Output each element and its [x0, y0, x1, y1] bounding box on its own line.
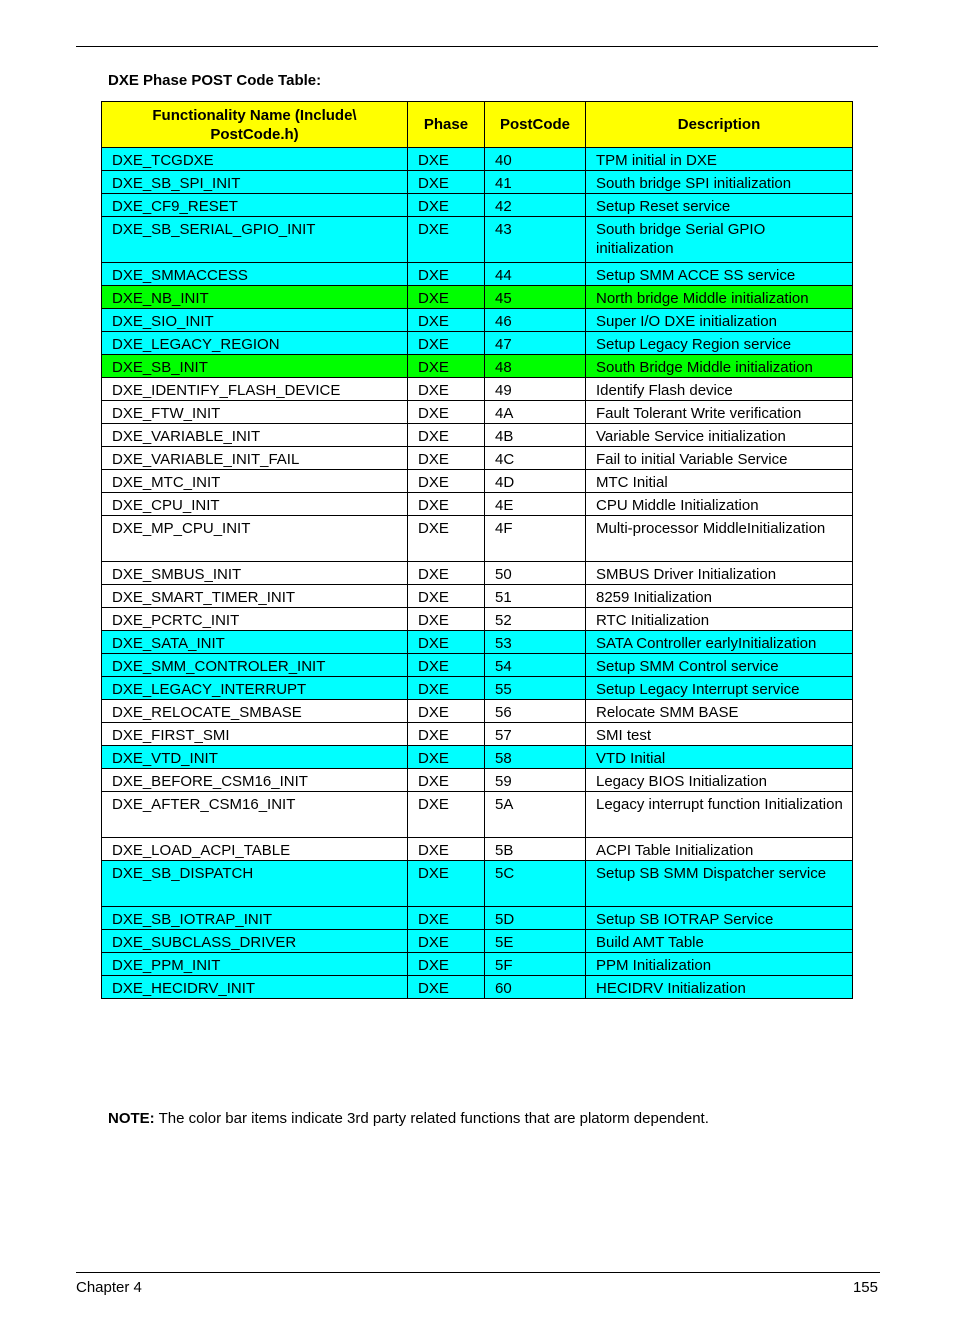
cell-description: Legacy interrupt function Initialization	[586, 792, 853, 838]
cell-description: ACPI Table Initialization	[586, 838, 853, 861]
cell-postcode: 4D	[485, 470, 586, 493]
table-row	[102, 930, 853, 953]
cell-phase: DXE	[408, 976, 485, 999]
cell-description: Variable Service initialization	[586, 424, 853, 447]
cell-postcode: 4E	[485, 493, 586, 516]
cell-functionality-name: DXE_LOAD_ACPI_TABLE	[102, 838, 408, 861]
cell-postcode: 4F	[485, 516, 586, 562]
cell-postcode: 46	[485, 309, 586, 332]
cell-functionality-name: DXE_SMM_CONTROLER_INIT	[102, 654, 408, 677]
table-row	[102, 953, 853, 976]
cell-functionality-name: DXE_VARIABLE_INIT	[102, 424, 408, 447]
cell-phase: DXE	[408, 723, 485, 746]
table-row	[102, 654, 853, 677]
header-functionality-name: Functionality Name (Include\ PostCode.h)	[102, 102, 408, 148]
cell-functionality-name: DXE_AFTER_CSM16_INIT	[102, 792, 408, 838]
cell-description: Fault Tolerant Write verification	[586, 401, 853, 424]
cell-postcode: 5E	[485, 930, 586, 953]
cell-phase: DXE	[408, 470, 485, 493]
table-row	[102, 562, 853, 585]
cell-postcode: 48	[485, 355, 586, 378]
cell-postcode: 55	[485, 677, 586, 700]
cell-phase: DXE	[408, 953, 485, 976]
cell-functionality-name: DXE_LEGACY_INTERRUPT	[102, 677, 408, 700]
table-row	[102, 861, 853, 907]
cell-phase: DXE	[408, 631, 485, 654]
cell-phase: DXE	[408, 654, 485, 677]
cell-functionality-name: DXE_FIRST_SMI	[102, 723, 408, 746]
cell-postcode: 40	[485, 148, 586, 171]
cell-description: South bridge Serial GPIO initialization	[586, 217, 853, 263]
cell-functionality-name: DXE_NB_INIT	[102, 286, 408, 309]
cell-functionality-name: DXE_SB_SPI_INIT	[102, 171, 408, 194]
cell-description: South bridge SPI initialization	[586, 171, 853, 194]
cell-phase: DXE	[408, 355, 485, 378]
cell-postcode: 44	[485, 263, 586, 286]
cell-description: PPM Initialization	[586, 953, 853, 976]
cell-functionality-name: DXE_TCGDXE	[102, 148, 408, 171]
table-row	[102, 631, 853, 654]
cell-functionality-name: DXE_SB_IOTRAP_INIT	[102, 907, 408, 930]
cell-description: Setup SMM ACCE SS service	[586, 263, 853, 286]
cell-description: SMBUS Driver Initialization	[586, 562, 853, 585]
cell-functionality-name: DXE_SMMACCESS	[102, 263, 408, 286]
cell-functionality-name: DXE_SMBUS_INIT	[102, 562, 408, 585]
cell-postcode: 59	[485, 769, 586, 792]
note	[108, 1110, 709, 1127]
cell-phase: DXE	[408, 401, 485, 424]
cell-description: SMI test	[586, 723, 853, 746]
cell-functionality-name: DXE_MP_CPU_INIT	[102, 516, 408, 562]
cell-description: Relocate SMM BASE	[586, 700, 853, 723]
cell-postcode: 58	[485, 746, 586, 769]
cell-phase: DXE	[408, 792, 485, 838]
cell-functionality-name: DXE_CF9_RESET	[102, 194, 408, 217]
cell-phase: DXE	[408, 332, 485, 355]
cell-phase: DXE	[408, 424, 485, 447]
cell-postcode: 4C	[485, 447, 586, 470]
cell-phase: DXE	[408, 378, 485, 401]
cell-functionality-name: DXE_IDENTIFY_FLASH_DEVICE	[102, 378, 408, 401]
cell-postcode: 5C	[485, 861, 586, 907]
cell-postcode: 54	[485, 654, 586, 677]
table-row	[102, 309, 853, 332]
cell-phase: DXE	[408, 746, 485, 769]
table-row	[102, 401, 853, 424]
table-row	[102, 332, 853, 355]
cell-phase: DXE	[408, 493, 485, 516]
cell-postcode: 4A	[485, 401, 586, 424]
cell-functionality-name: DXE_PCRTC_INIT	[102, 608, 408, 631]
cell-description: SATA Controller earlyInitialization	[586, 631, 853, 654]
cell-functionality-name: DXE_SMART_TIMER_INIT	[102, 585, 408, 608]
cell-functionality-name: DXE_SIO_INIT	[102, 309, 408, 332]
table-row	[102, 723, 853, 746]
cell-functionality-name: DXE_SATA_INIT	[102, 631, 408, 654]
cell-description: TPM initial in DXE	[586, 148, 853, 171]
cell-description: Setup SMM Control service	[586, 654, 853, 677]
table-row	[102, 194, 853, 217]
cell-postcode: 5B	[485, 838, 586, 861]
cell-description: VTD Initial	[586, 746, 853, 769]
table-header-row	[102, 102, 853, 148]
table-heading: DXE Phase POST Code Table:	[108, 72, 322, 89]
cell-functionality-name: DXE_SB_INIT	[102, 355, 408, 378]
cell-description: RTC Initialization	[586, 608, 853, 631]
table-row	[102, 746, 853, 769]
table-row	[102, 355, 853, 378]
table-row	[102, 447, 853, 470]
cell-postcode: 43	[485, 217, 586, 263]
cell-functionality-name: DXE_FTW_INIT	[102, 401, 408, 424]
table-row	[102, 907, 853, 930]
footer-chapter: Chapter 4	[76, 1279, 142, 1296]
post-code-table	[101, 101, 853, 999]
table-row	[102, 286, 853, 309]
table-row	[102, 263, 853, 286]
cell-postcode: 60	[485, 976, 586, 999]
table-row	[102, 171, 853, 194]
cell-postcode: 45	[485, 286, 586, 309]
cell-description: South Bridge Middle initialization	[586, 355, 853, 378]
cell-functionality-name: DXE_PPM_INIT	[102, 953, 408, 976]
cell-postcode: 53	[485, 631, 586, 654]
note-label: NOTE:	[108, 1110, 155, 1127]
cell-description: North bridge Middle initialization	[586, 286, 853, 309]
cell-postcode: 41	[485, 171, 586, 194]
cell-postcode: 47	[485, 332, 586, 355]
table-row	[102, 217, 853, 263]
cell-postcode: 57	[485, 723, 586, 746]
table-row	[102, 516, 853, 562]
cell-postcode: 51	[485, 585, 586, 608]
cell-phase: DXE	[408, 516, 485, 562]
cell-functionality-name: DXE_SB_DISPATCH	[102, 861, 408, 907]
cell-functionality-name: DXE_CPU_INIT	[102, 493, 408, 516]
cell-functionality-name: DXE_LEGACY_REGION	[102, 332, 408, 355]
cell-postcode: 5D	[485, 907, 586, 930]
cell-phase: DXE	[408, 194, 485, 217]
cell-postcode: 42	[485, 194, 586, 217]
cell-description: Setup Legacy Interrupt service	[586, 677, 853, 700]
cell-functionality-name: DXE_VARIABLE_INIT_FAIL	[102, 447, 408, 470]
table-row	[102, 769, 853, 792]
footer-page-number: 155	[852, 1279, 878, 1296]
cell-phase: DXE	[408, 148, 485, 171]
cell-phase: DXE	[408, 677, 485, 700]
cell-description: Legacy BIOS Initialization	[586, 769, 853, 792]
cell-functionality-name: DXE_VTD_INIT	[102, 746, 408, 769]
table-body	[102, 148, 853, 999]
cell-description: Build AMT Table	[586, 930, 853, 953]
cell-description: Setup Reset service	[586, 194, 853, 217]
cell-phase: DXE	[408, 309, 485, 332]
table-row	[102, 424, 853, 447]
bottom-rule	[76, 1272, 880, 1273]
top-rule	[76, 46, 878, 47]
cell-phase: DXE	[408, 700, 485, 723]
cell-description: Identify Flash device	[586, 378, 853, 401]
cell-postcode: 52	[485, 608, 586, 631]
cell-postcode: 56	[485, 700, 586, 723]
cell-description: Setup Legacy Region service	[586, 332, 853, 355]
cell-phase: DXE	[408, 286, 485, 309]
cell-description: Multi-processor MiddleInitialization	[586, 516, 853, 562]
table-row	[102, 608, 853, 631]
cell-functionality-name: DXE_MTC_INIT	[102, 470, 408, 493]
cell-phase: DXE	[408, 562, 485, 585]
cell-phase: DXE	[408, 608, 485, 631]
header-phase: Phase	[408, 102, 485, 148]
cell-postcode: 4B	[485, 424, 586, 447]
cell-description: CPU Middle Initialization	[586, 493, 853, 516]
cell-phase: DXE	[408, 171, 485, 194]
cell-functionality-name: DXE_RELOCATE_SMBASE	[102, 700, 408, 723]
cell-description: 8259 Initialization	[586, 585, 853, 608]
header-postcode: PostCode	[485, 102, 586, 148]
table-row	[102, 493, 853, 516]
table-row	[102, 585, 853, 608]
cell-phase: DXE	[408, 838, 485, 861]
table-row	[102, 976, 853, 999]
table-row	[102, 792, 853, 838]
cell-phase: DXE	[408, 769, 485, 792]
table-row	[102, 838, 853, 861]
table-row	[102, 378, 853, 401]
cell-functionality-name: DXE_HECIDRV_INIT	[102, 976, 408, 999]
cell-phase: DXE	[408, 217, 485, 263]
cell-description: Fail to initial Variable Service	[586, 447, 853, 470]
cell-functionality-name: DXE_SUBCLASS_DRIVER	[102, 930, 408, 953]
cell-functionality-name: DXE_BEFORE_CSM16_INIT	[102, 769, 408, 792]
cell-phase: DXE	[408, 585, 485, 608]
cell-phase: DXE	[408, 861, 485, 907]
cell-phase: DXE	[408, 907, 485, 930]
cell-phase: DXE	[408, 930, 485, 953]
table-row	[102, 470, 853, 493]
table-row	[102, 700, 853, 723]
cell-functionality-name: DXE_SB_SERIAL_GPIO_INIT	[102, 217, 408, 263]
cell-phase: DXE	[408, 447, 485, 470]
table-row	[102, 677, 853, 700]
table-row	[102, 148, 853, 171]
cell-phase: DXE	[408, 263, 485, 286]
cell-description: Setup SB SMM Dispatcher service	[586, 861, 853, 907]
cell-postcode: 50	[485, 562, 586, 585]
cell-postcode: 5A	[485, 792, 586, 838]
header-description: Description	[586, 102, 853, 148]
cell-description: MTC Initial	[586, 470, 853, 493]
cell-postcode: 49	[485, 378, 586, 401]
cell-description: Super I/O DXE initialization	[586, 309, 853, 332]
note-text: The color bar items indicate 3rd party related functions that are platorm dependent.	[154, 1110, 709, 1127]
cell-postcode: 5F	[485, 953, 586, 976]
cell-description: HECIDRV Initialization	[586, 976, 853, 999]
cell-description: Setup SB IOTRAP Service	[586, 907, 853, 930]
